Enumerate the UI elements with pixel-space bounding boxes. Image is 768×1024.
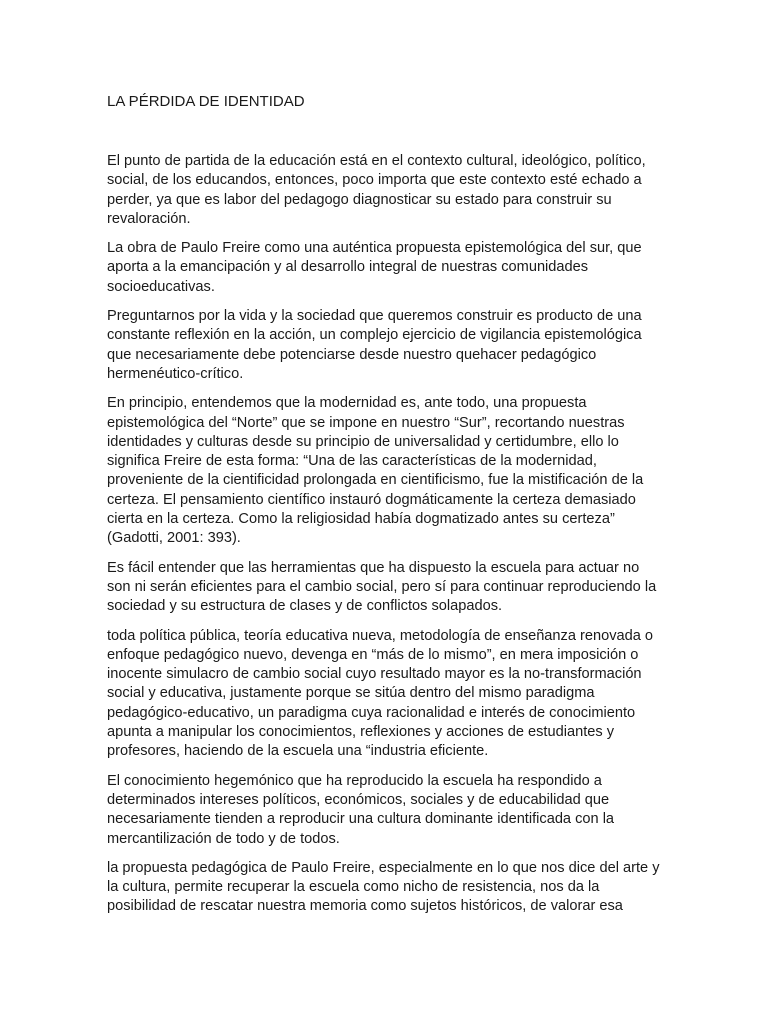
paragraph-4: En principio, entendemos que la modernidad es, ante todo, una propuesta epistemológica del “Norte” que se impone en nuestro “Sur”, recortando nuestras identidades y culturas desde su principio de universalidad y certidumbre, ello lo significa Freire de esta forma: “Una de las características de la modernidad, proveniente de la cientificidad prolongada en cientificismo, fue la mistificación de la certeza. El pensamiento científico instauró dogmáticamente la certeza demasiado cierta en la certeza. Como la religiosidad había dogmatizado antes su certeza” (Gadotti, 2001: 393).: [107, 395, 644, 547]
document-page: [107, 92, 663, 927]
paragraph-6: toda política pública, teoría educativa nueva, metodología de enseñanza renovada o enfoque pedagógico nuevo, devenga en “más de lo mismo”, en mera imposición o inocente simulacro de cambio social cuyo resultado mayor es la no-transformación social y educativa, justamente porque se sitúa dentro del mismo paradigma pedagógico-educativo, un paradigma cuya racionalidad e interés de conocimiento apunta a manipular los conocimientos, reflexiones y acciones de estudiantes y profesores, haciendo de la escuela una “industria eficiente.: [107, 627, 654, 760]
paragraph-8: la propuesta pedagógica de Paulo Freire, especialmente en lo que nos dice del arte y la cultura, permite recuperar la escuela como nicho de resistencia, nos da la posibilidad de rescatar nuestra memoria como sujetos históricos, de valorar esa: [107, 859, 660, 915]
paragraph-7: El conocimiento hegemónico que ha reproducido la escuela ha respondido a determinados intereses políticos, económicos, sociales y de educabilidad que necesariamente tienden a reproducir una cultura dominante identificada con la mercantilización de todo y de todos.: [107, 772, 615, 847]
paragraph-5: Es fácil entender que las herramientas que ha dispuesto la escuela para actuar no son ni serán eficientes para el cambio social, pero sí para continuar reproduciendo la sociedad y su estructura de clases y de conflictos solapados.: [107, 559, 657, 615]
paragraph-2: La obra de Paulo Freire como una auténtica propuesta epistemológica del sur, que aporta a la emancipación y al desarrollo integral de nuestras comunidades socioeducativas.: [107, 240, 642, 295]
document-title: LA PÉRDIDA DE IDENTIDAD: [107, 93, 305, 110]
paragraph-3: Preguntarnos por la vida y la sociedad que queremos construir es producto de una constante reflexión en la acción, un complejo ejercicio de vigilancia epistemológica que necesariamente debe potenciarse desde nuestro quehacer pedagógico hermenéutico-crítico.: [107, 308, 642, 382]
paragraph-1: El punto de partida de la educación está en el contexto cultural, ideológico, político, social, de los educandos, entonces, poco importa que este contexto esté echado a perder, ya que es labor del pedagogo diagnosticar su estado para construir su revaloración.: [107, 153, 646, 227]
